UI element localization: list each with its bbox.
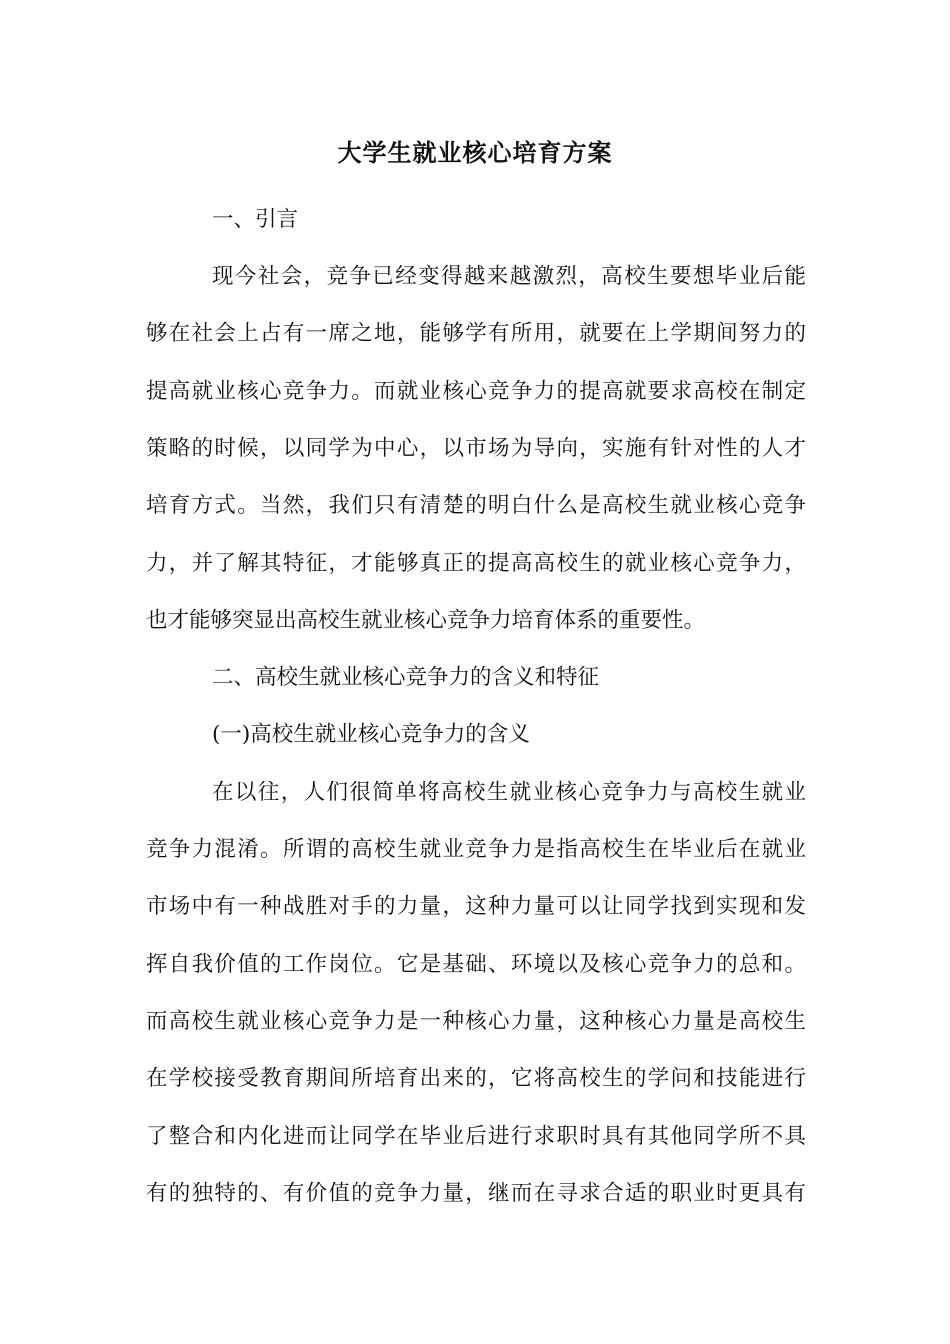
paragraph-line: 有的独特的、有价值的竞争力量，继而在寻求合适的职业时更具有 <box>146 1181 806 1206</box>
paragraph-line: 市场中有一种战胜对手的力量，这种力量可以让同学找到实现和发 <box>146 894 806 919</box>
paragraph-line: 竞争力混淆。所谓的高校生就业竞争力是指高校生在毕业后在就业 <box>146 837 806 862</box>
paragraph-line: 力，并了解其特征，才能够真正的提高高校生的就业核心竞争力， <box>146 551 806 576</box>
subsection-heading-meaning: (一)高校生就业核心竞争力的含义 <box>212 722 530 747</box>
section-heading-meaning-and-features: 二、高校生就业核心竞争力的含义和特征 <box>212 665 600 690</box>
paragraph-line: 挥自我价值的工作岗位。它是基础、环境以及核心竞争力的总和。 <box>146 952 806 977</box>
paragraph-line: 现今社会，竞争已经变得越来越激烈，高校生要想毕业后能 <box>212 264 806 289</box>
paragraph-line: 策略的时候，以同学为中心，以市场为导向，实施有针对性的人才 <box>146 436 806 461</box>
document-title: 大学生就业核心培育方案 <box>337 138 613 167</box>
paragraph-line: 也才能够突显出高校生就业核心竞争力培育体系的重要性。 <box>146 608 706 633</box>
paragraph-line: 提高就业核心竞争力。而就业核心竞争力的提高就要求高校在制定 <box>146 379 806 404</box>
paragraph-line: 够在社会上占有一席之地，能够学有所用，就要在上学期间努力的 <box>146 321 806 346</box>
paragraph-line: 而高校生就业核心竞争力是一种核心力量，这种核心力量是高校生 <box>146 1009 806 1034</box>
paragraph-line: 培育方式。当然，我们只有清楚的明白什么是高校生就业核心竞争 <box>146 493 806 518</box>
section-heading-introduction: 一、引言 <box>212 207 299 232</box>
paragraph-line: 在以往，人们很简单将高校生就业核心竞争力与高校生就业 <box>212 780 806 805</box>
paragraph-line: 了整合和内化进而让同学在毕业后进行求职时具有其他同学所不具 <box>146 1124 806 1149</box>
paragraph-line: 在学校接受教育期间所培育出来的，它将高校生的学问和技能进行 <box>146 1066 806 1091</box>
